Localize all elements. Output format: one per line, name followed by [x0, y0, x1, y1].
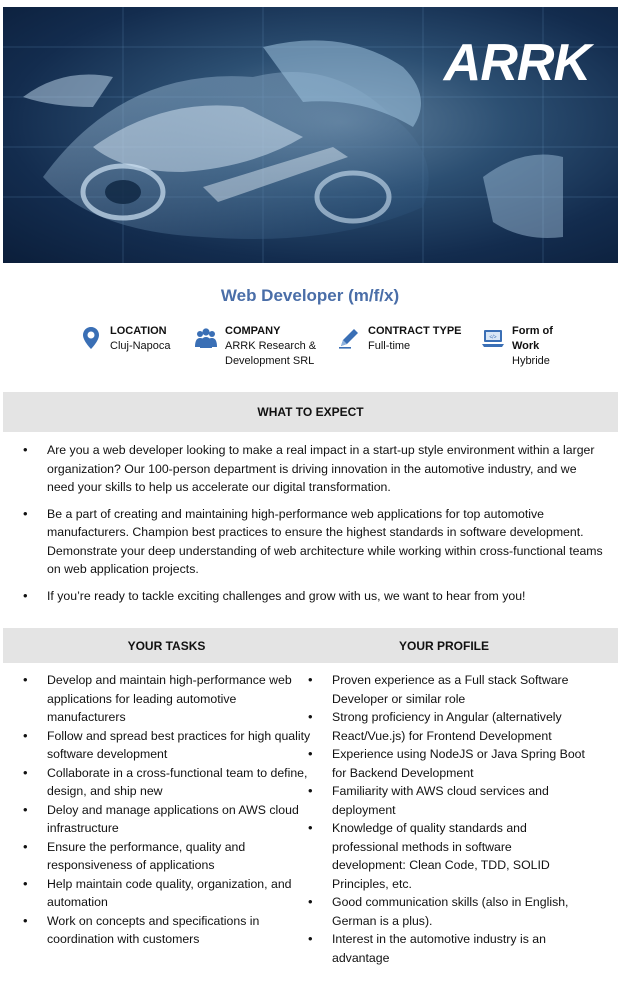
info-value: Full-time — [368, 340, 411, 352]
tasks-list — [3, 671, 313, 949]
contract-pen-icon — [337, 326, 361, 350]
info-label: CONTRACT TYPE — [368, 325, 462, 337]
list-item: • Interest in the automotive industry is an advantage — [288, 930, 588, 967]
list-item: • Are you a web developer looking to make a real impact in a start-up style environment within a larger organization? Our 100-person department is driving innovation in the automotive industry, and we need your skills to help us accelerate our digital transformation. — [3, 441, 603, 497]
company-people-icon — [194, 326, 218, 350]
list-item: • Knowledge of quality standards and professional methods in software development: Clean Code, TDD, SOLID Principles, etc. — [288, 819, 588, 893]
info-value: Cluj-Napoca — [110, 340, 171, 352]
section-title-profile: YOUR PROFILE — [398, 639, 489, 653]
header-banner — [3, 7, 618, 263]
list-item: • Help maintain code quality, organization, and automation — [3, 875, 313, 912]
list-item: • Collaborate in a cross-functional team to define, design, and ship new — [3, 764, 313, 801]
svg-text:</>: </> — [489, 334, 497, 341]
info-label: COMPANY — [225, 325, 281, 337]
list-item: • Be a part of creating and maintaining high-performance web applications for top automotive manufacturers. Champion best practices to ensure the highest standards in software development. Demonstrate your deep understanding of web architecture while working within cross-functional teams on web application projects. — [3, 505, 603, 579]
list-item: • Good communication skills (also in English, German is a plus). — [288, 893, 588, 930]
list-item: • Deloy and manage applications on AWS cloud infrastructure — [3, 801, 313, 838]
list-item: • Familiarity with AWS cloud services and deployment — [288, 782, 588, 819]
info-value: Hybride — [512, 355, 550, 367]
list-item: • Develop and maintain high-performance web applications for leading automotive manufacturers — [3, 671, 313, 727]
expect-list — [3, 441, 603, 613]
list-item: • Proven experience as a Full stack Software Developer or similar role — [288, 671, 588, 708]
list-item: • Strong proficiency in Angular (alternatively React/Vue.js) for Frontend Development — [288, 708, 588, 745]
info-label: LOCATION — [110, 325, 167, 337]
list-item: • Follow and spread best practices for high quality software development — [3, 727, 313, 764]
info-contract-type — [337, 324, 462, 354]
list-item: • Work on concepts and specifications in coordination with customers — [3, 912, 313, 949]
info-form-of-work — [481, 324, 567, 369]
info-value: ARRK Research & Development SRL — [225, 340, 317, 367]
list-item: • If you’re ready to tackle exciting challenges and grow with us, we want to hear from you! — [3, 587, 603, 606]
laptop-icon — [481, 326, 505, 350]
section-header-tasks-profile — [3, 628, 618, 663]
profile-list — [288, 671, 588, 967]
arrk-logo: ARRK — [443, 34, 590, 92]
info-company — [194, 324, 320, 369]
section-title: WHAT TO EXPECT — [257, 405, 364, 419]
list-item: • Experience using NodeJS or Java Spring Boot for Backend Development — [288, 745, 588, 782]
section-title-tasks: YOUR TASKS — [127, 639, 206, 653]
info-label: Form of Work — [512, 325, 553, 352]
section-header-what-to-expect — [3, 392, 618, 432]
list-item: • Ensure the performance, quality and responsiveness of applications — [3, 838, 313, 875]
job-title: Web Developer (m/f/x) — [220, 286, 400, 305]
info-location — [79, 324, 171, 354]
location-pin-icon — [79, 326, 103, 350]
